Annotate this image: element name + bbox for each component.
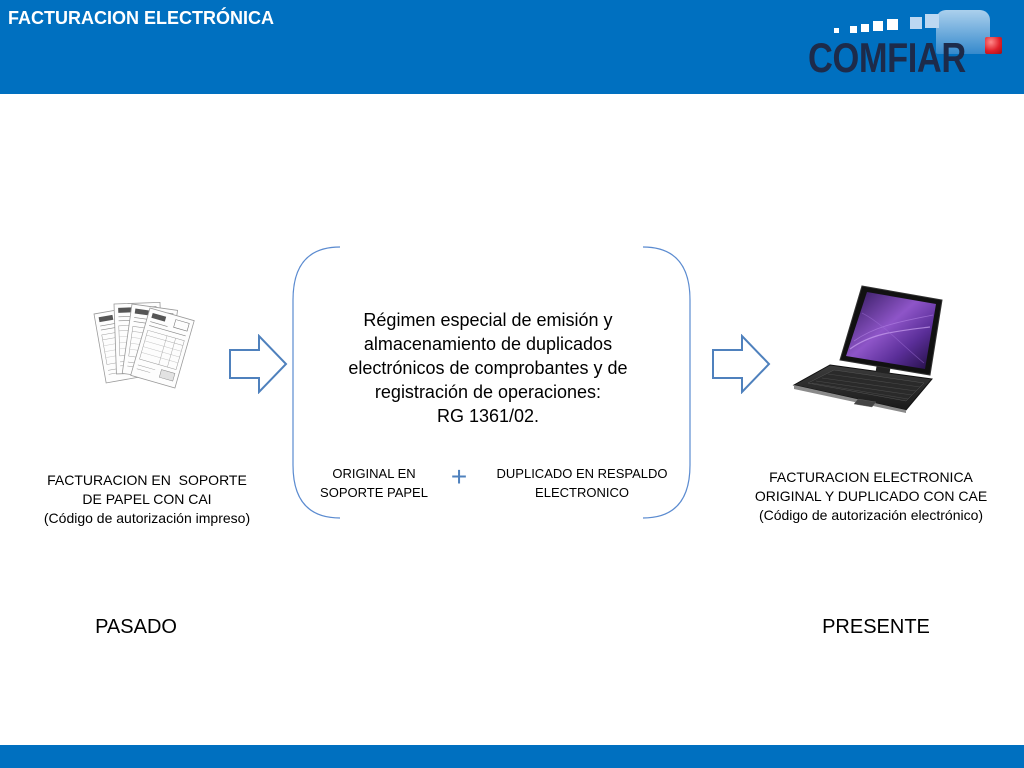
regime-line: Régimen especial de emisión y [363,310,613,330]
present-caption [744,468,998,525]
arrow-right-icon [711,334,771,394]
arrow-right-icon [228,334,288,394]
caption-line: DE PAPEL CON CAI [82,491,212,507]
duplicate-electronic-label [482,464,682,502]
caption-line: FACTURACION EN SOPORTE [47,472,247,488]
original-line: SOPORTE PAPEL [320,485,428,500]
plus-sign: + [450,461,468,492]
regime-line: RG 1361/02. [436,406,540,426]
comfiar-logo [800,8,1018,88]
footer-bar [0,745,1024,768]
logo-square [887,19,898,30]
regime-line: almacenamiento de duplicados [363,334,613,354]
logo-square [850,26,857,33]
paper-invoices-icon [88,292,210,404]
logo-wordmark: COMFIAR [808,34,966,81]
laptop-icon [792,283,944,413]
logo-red-cube [985,37,1002,54]
past-caption [27,471,267,528]
regime-line: registración de operaciones: [374,382,602,402]
logo-square [873,21,883,31]
original-line: ORIGINAL EN [332,466,416,481]
regime-description [318,308,658,428]
logo-square [910,17,922,29]
caption-line: (Código de autorización impreso) [43,510,251,526]
page-title: FACTURACION ELECTRÓNICA [8,8,274,28]
logo-square [925,14,939,28]
regime-line: electrónicos de comprobantes y de [348,358,628,378]
caption-line: (Código de autorización electrónico) [758,507,984,523]
duplicate-line: ELECTRONICO [535,485,629,500]
duplicate-line: DUPLICADO EN RESPALDO [496,466,668,481]
original-paper-label [310,464,438,502]
logo-square [861,24,869,32]
caption-line: ORIGINAL Y DUPLICADO CON CAE [754,488,988,504]
logo-square [834,28,839,33]
caption-line: FACTURACION ELECTRONICA [769,469,973,485]
past-label: PASADO [95,616,177,638]
present-label: PRESENTE [822,616,930,638]
